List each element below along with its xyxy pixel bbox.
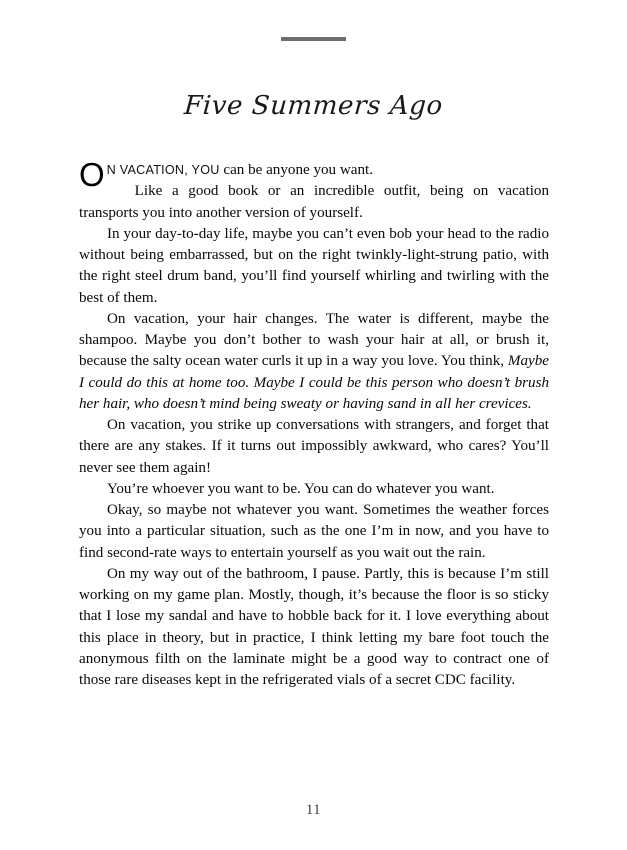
horizontal-rule-icon bbox=[281, 37, 346, 41]
chapter-title: Five Summers Ago bbox=[183, 91, 444, 122]
paragraph-opening bbox=[79, 156, 549, 193]
body-text-block bbox=[79, 156, 549, 691]
paragraph: On vacation, you strike up conversations with strangers, and forget that there are any stakes. If it turns out impossibly awkward, who cares? You’ll never see them again! bbox=[79, 417, 549, 476]
chapter-ornament bbox=[0, 37, 627, 41]
paragraph-with-italic bbox=[79, 309, 549, 415]
paragraph: Like a good book or an incredible outfit, being on vacation transports you into another version of yourself. bbox=[79, 183, 549, 221]
paragraph: You’re whoever you want to be. You can do whatever you want. bbox=[107, 480, 495, 497]
paragraph: Okay, so maybe not whatever you want. Sometimes the weather forces you into a particular situation, such as the one I’m in now, and you have to find second-rate ways to entertain yourself as you wait out the rain. bbox=[79, 502, 549, 561]
paragraph-text-roman: On vacation, your hair changes. The water is different, maybe the shampoo. Maybe you don’t bother to wash your hair at all, or brush it, because the salty ocean water curls it up in a way you love. You think, bbox=[79, 310, 549, 370]
opening-rest: can be anyone you want. bbox=[219, 162, 373, 178]
opening-smallcaps: N VACATION, YOU bbox=[106, 163, 220, 177]
paragraph-text-italic: Maybe I could do this at home too. Maybe I could be this person who doesn’t brush her hair, who doesn’t mind being sweaty or having sand in all her crevices. bbox=[79, 353, 549, 412]
paragraph: On my way out of the bathroom, I pause. Partly, this is because I’m still working on my game plan. Mostly, though, it’s because the floor is so sticky that I lose my sandal and have to hobble back for it. I love everything about this place in theory, but in practice, I think letting my bare foot touch the anonymous filth on the laminate might be a good way to contract one of those rare diseases kept in the refrigerated vials of a secret CDC facility. bbox=[79, 565, 549, 688]
drop-cap: O bbox=[79, 156, 105, 193]
page-number: 11 bbox=[306, 802, 321, 818]
paragraph: In your day-to-day life, maybe you can’t even bob your head to the radio without being embarrassed, but on the right twinkly-light-strung patio, with the right steel drum band, you’ll find yourself whirling and twirling with the best of them. bbox=[79, 225, 549, 306]
